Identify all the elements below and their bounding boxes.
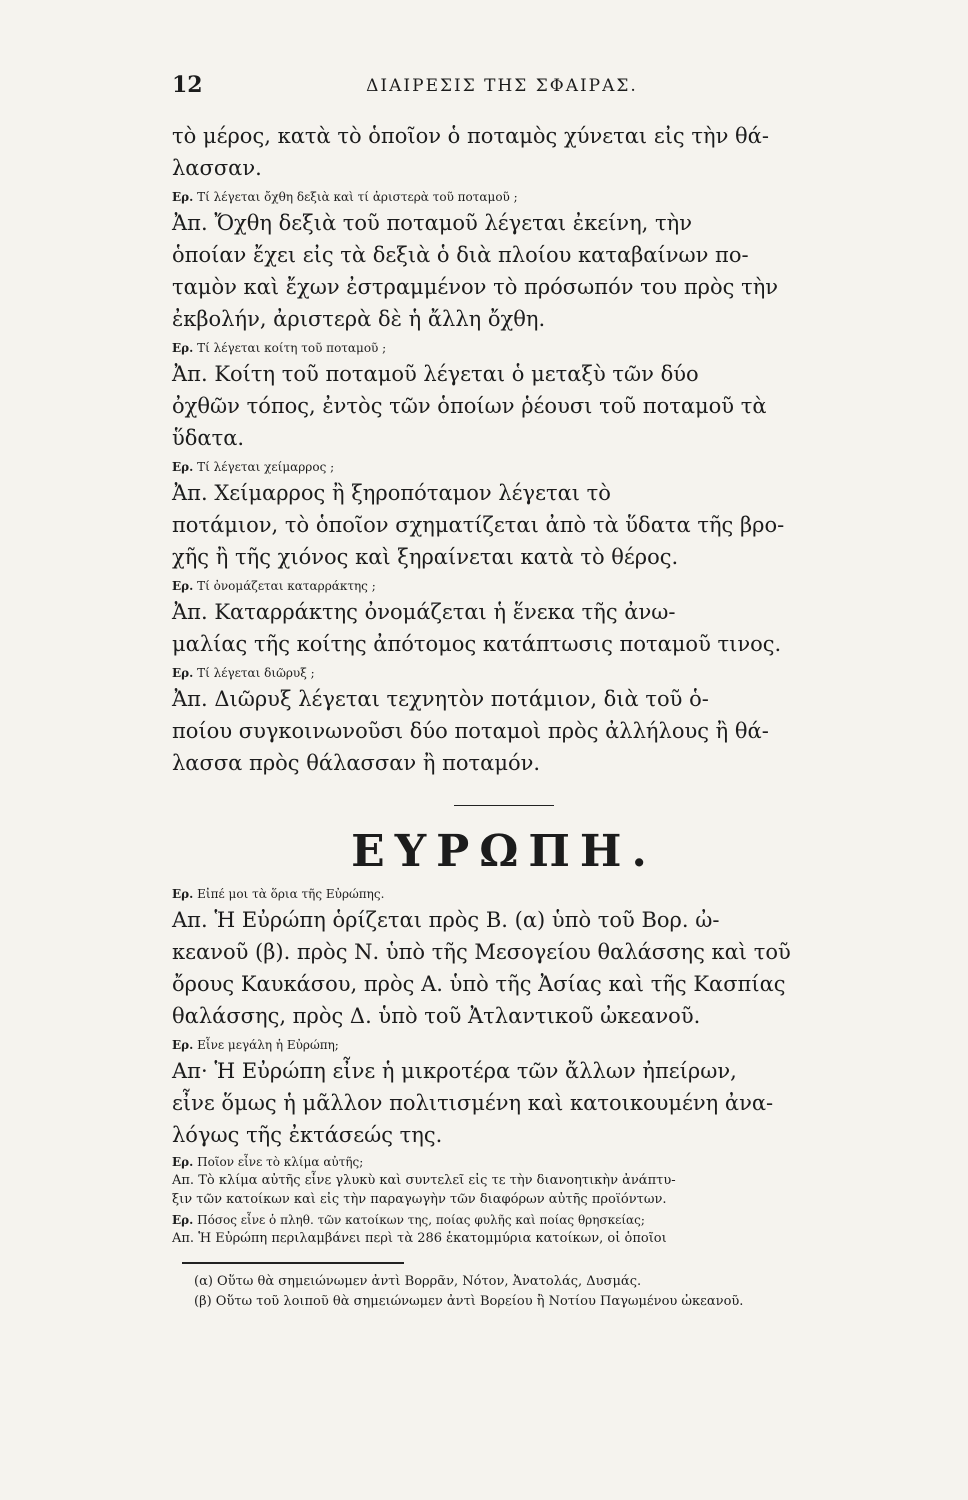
answer-line: ξιν τῶν κατοίκων καὶ εἰς τὴν παραγωγὴν τῶν διαφόρων αὐτῆς προϊόντων. [172,1192,667,1207]
question-text: Πόσος εἶνε ὁ πληθ. τῶν κατοίκων της, ποίας φυλῆς καὶ ποίας θρησκείας; [197,1213,645,1227]
section-title: ΕΥΡΩΠΗ. [351,826,657,877]
answer-line: εἶνε ὅμως ἡ μᾶλλον πολιτισμένη καὶ κατοικουμένη ἀνα- [172,1091,774,1115]
question-text: Τί λέγεται ὄχθη δεξιὰ καὶ τί ἀριστερὰ τοῦ ποταμοῦ ; [197,190,518,204]
question-text: Τί λέγεται χείμαρρος ; [197,460,335,474]
answer-line: Ἀπ. Χείμαρρος ἢ ξηροπόταμον λέγεται τὸ [172,481,611,505]
answer-line: ὕδατα. [172,426,245,450]
answer-line: λόγως τῆς ἐκτάσεώς της. [172,1123,443,1147]
question-text: Ποῖον εἶνε τὸ κλίμα αὐτῆς; [197,1155,364,1169]
question [172,663,836,683]
question [172,187,836,207]
answer-line: λασσα πρὸς θάλασσαν ἢ ποταμόν. [172,751,541,775]
question-label: Ερ. [172,887,194,901]
footnote-rule [182,1262,404,1264]
answer-line: ὄρους Καυκάσου, πρὸς Α. ὑπὸ τῆς Ἀσίας καὶ τῆς Κασπίας [172,972,786,996]
answer-line: ὀχθῶν τόπος, ἐντὸς τῶν ὁποίων ῥέουσι τοῦ ποταμοῦ τὰ [172,394,767,418]
question [172,1153,836,1171]
answer-line: κεανοῦ (β). πρὸς Ν. ὑπὸ τῆς Μεσογείου θαλάσσης καὶ τοῦ [172,940,791,964]
answer-line: ποτάμιον, τὸ ὁποῖον σχηματίζεται ἀπὸ τὰ ὕδατα τῆς βρο- [172,513,785,537]
question [172,884,836,904]
running-head: ΔΙΑΙΡΕΣΙΣ ΤΗΣ ΣΦΑΙΡΑΣ. [366,76,638,96]
answer-line: ὁποίαν ἔχει εἰς τὰ δεξιὰ ὁ διὰ πλοίου καταβαίνων πο- [172,243,749,267]
answer-line: μαλίας τῆς κοίτης ἀπότομος κατάπτωσις ποταμοῦ τινος. [172,632,782,656]
answer-line: Ἀπ. Κοίτη τοῦ ποταμοῦ λέγεται ὁ μεταξὺ τῶν δύο [172,362,699,386]
question [172,576,836,596]
intro-line: τὸ μέρος, κατὰ τὸ ὁποῖον ὁ ποταμὸς χύνεται εἰς τὴν θά- [172,124,769,148]
question-label: Ερ. [172,1038,194,1052]
footnote: (α) Οὕτω θὰ σημειώνωμεν ἀντὶ Βορρᾶν, Νότον, Ἀνατολάς, Δυσμάς. [194,1274,642,1289]
question-text: Τί λέγεται διῶρυξ ; [197,666,315,680]
question-label: Ερ. [172,341,194,355]
page-header [172,72,832,102]
answer-line: ποίου συγκοινωνοῦσι δύο ποταμοὶ πρὸς ἀλλήλους ἢ θά- [172,719,769,743]
question-text: Τί λέγεται κοίτη τοῦ ποταμοῦ ; [197,341,387,355]
answer-line: Απ. Ἡ Εὐρώπη περιλαμβάνει περὶ τὰ 286 ἑκατομμύρια κατοίκων, οἱ ὁποῖοι [172,1231,667,1246]
small-print-block [172,1153,836,1248]
footnote: (β) Οὕτω τοῦ λοιποῦ θὰ σημειώνωμεν ἀντὶ Βορείου ἢ Νοτίου Παγωμένου ὠκεανοῦ. [194,1294,744,1309]
question-text: Τί ὀνομάζεται καταρράκτης ; [197,579,376,593]
question [172,338,836,358]
answer-line: Ἀπ. Διῶρυξ λέγεται τεχνητὸν ποτάμιον, διὰ τοῦ ὁ- [172,687,709,711]
question-label: Ερ. [172,666,194,680]
section-divider [454,805,554,806]
page-number: 12 [172,72,203,98]
answer-line: Απ· Ἡ Εὐρώπη εἶνε ἡ μικροτέρα τῶν ἄλλων ἠπείρων, [172,1059,737,1083]
page-body [172,120,836,1312]
answer-line: Απ. Ἡ Εὐρώπη ὁρίζεται πρὸς Β. (α) ὑπὸ τοῦ Βορ. ὠ- [172,908,720,932]
question-label: Ερ. [172,190,194,204]
answer-line: Ἀπ. Ὄχθη δεξιὰ τοῦ ποταμοῦ λέγεται ἐκείνη, τὴν [172,211,692,235]
intro-line: λασσαν. [172,156,262,180]
question [172,457,836,477]
answer-line: θαλάσσης, πρὸς Δ. ὑπὸ τοῦ Ἀτλαντικοῦ ὠκεανοῦ. [172,1004,701,1028]
answer-line: ταμὸν καὶ ἔχων ἐστραμμένον τὸ πρόσωπόν του πρὸς τὴν [172,275,779,299]
question [172,1211,836,1229]
answer-line: ἐκβολήν, ἀριστερὰ δὲ ἡ ἄλλη ὄχθη. [172,307,546,331]
question-text: Εἰπέ μοι τὰ ὅρια τῆς Εὐρώπης. [197,887,385,901]
question-label: Ερ. [172,460,194,474]
question-label: Ερ. [172,579,194,593]
answer-line: Απ. Τὸ κλίμα αὐτῆς εἶνε γλυκὺ καὶ συντελεῖ εἰς τε τὴν διανοητικὴν ἀνάπτυ- [172,1173,676,1188]
question-text: Εἶνε μεγάλη ἡ Εὐρώπη; [197,1038,339,1052]
question [172,1035,836,1055]
question-label: Ερ. [172,1155,194,1169]
answer-line: Ἀπ. Καταρράκτης ὀνομάζεται ἡ ἕνεκα τῆς ἀνω- [172,600,676,624]
answer-line: χῆς ἢ τῆς χιόνος καὶ ξηραίνεται κατὰ τὸ θέρος. [172,545,679,569]
question-label: Ερ. [172,1213,194,1227]
